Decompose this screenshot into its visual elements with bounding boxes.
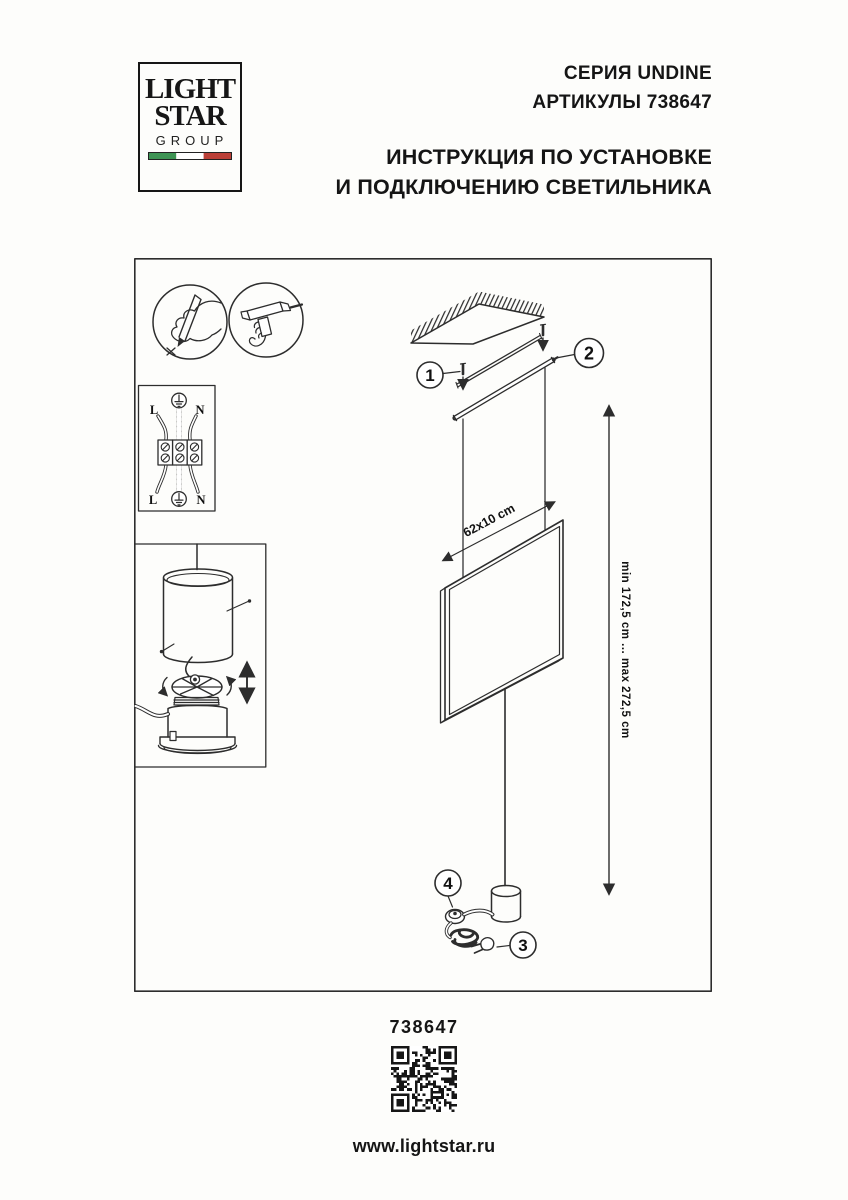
wire-label-l-bottom: L (148, 493, 158, 507)
mounting-rail-drawing (454, 357, 558, 420)
wire-label-l-top: L (149, 403, 159, 417)
ceiling-drawing (411, 292, 544, 345)
light-panel-drawing (441, 520, 564, 723)
callout-3 (497, 932, 536, 958)
callout-4-number: 4 (443, 874, 453, 893)
panel-dimension-label: 62x10 cm (460, 501, 518, 540)
header-text-block (336, 59, 712, 202)
coiled-cord-drawing (451, 930, 478, 947)
callout-4 (435, 870, 461, 907)
callout-2-number: 2 (583, 343, 595, 364)
drill-icon (229, 283, 303, 357)
qr-code (391, 1046, 457, 1112)
ground-symbol-bottom (172, 492, 187, 507)
wire-label-n-bottom: N (196, 493, 206, 507)
height-dimension-label: min 172,5 cm ... max 272,5 cm (619, 561, 631, 739)
lamp-assembly-diagram (135, 544, 266, 767)
terminal-block (158, 440, 202, 465)
dimmer-drawing (446, 910, 465, 924)
italian-flag-icon (148, 152, 232, 160)
callout-1-number: 1 (425, 366, 435, 385)
website-url: www.lightstar.ru (352, 1136, 496, 1156)
logo-word-star: STAR (154, 100, 226, 132)
callout-3-number: 3 (518, 936, 528, 955)
ceiling-track-drawing (456, 334, 542, 389)
wiring-diagram (139, 386, 216, 512)
lightstar-logo (138, 62, 242, 192)
logo-word-light: LIGHT (144, 73, 236, 105)
panel-dimension (443, 501, 555, 560)
logo-word-group: GROUP (155, 133, 229, 148)
suspension-cables (460, 368, 545, 577)
callout-2 (556, 339, 604, 368)
installation-diagram (134, 258, 712, 992)
ground-symbol-top (172, 393, 187, 408)
counterweight-drawing (492, 886, 521, 923)
marking-pencil-icon (153, 285, 227, 359)
height-dimension (609, 406, 631, 894)
series-title: СЕРИЯ UNDINE (563, 63, 712, 84)
rotating-mount-drawing (163, 675, 232, 698)
instruction-title-line2: И ПОДКЛЮЧЕНИЮ СВЕТИЛЬНИКА (335, 175, 712, 199)
article-number: 738647 (389, 1017, 459, 1037)
instruction-title-line1: ИНСТРУКЦИЯ ПО УСТАНОВКЕ (386, 145, 712, 169)
base-housing-drawing (159, 706, 237, 754)
callout-1 (417, 362, 460, 388)
article-title: АРТИКУЛЫ 738647 (532, 92, 712, 113)
lamp-shade-drawing (164, 569, 233, 663)
wire-label-n-top: N (195, 403, 205, 417)
